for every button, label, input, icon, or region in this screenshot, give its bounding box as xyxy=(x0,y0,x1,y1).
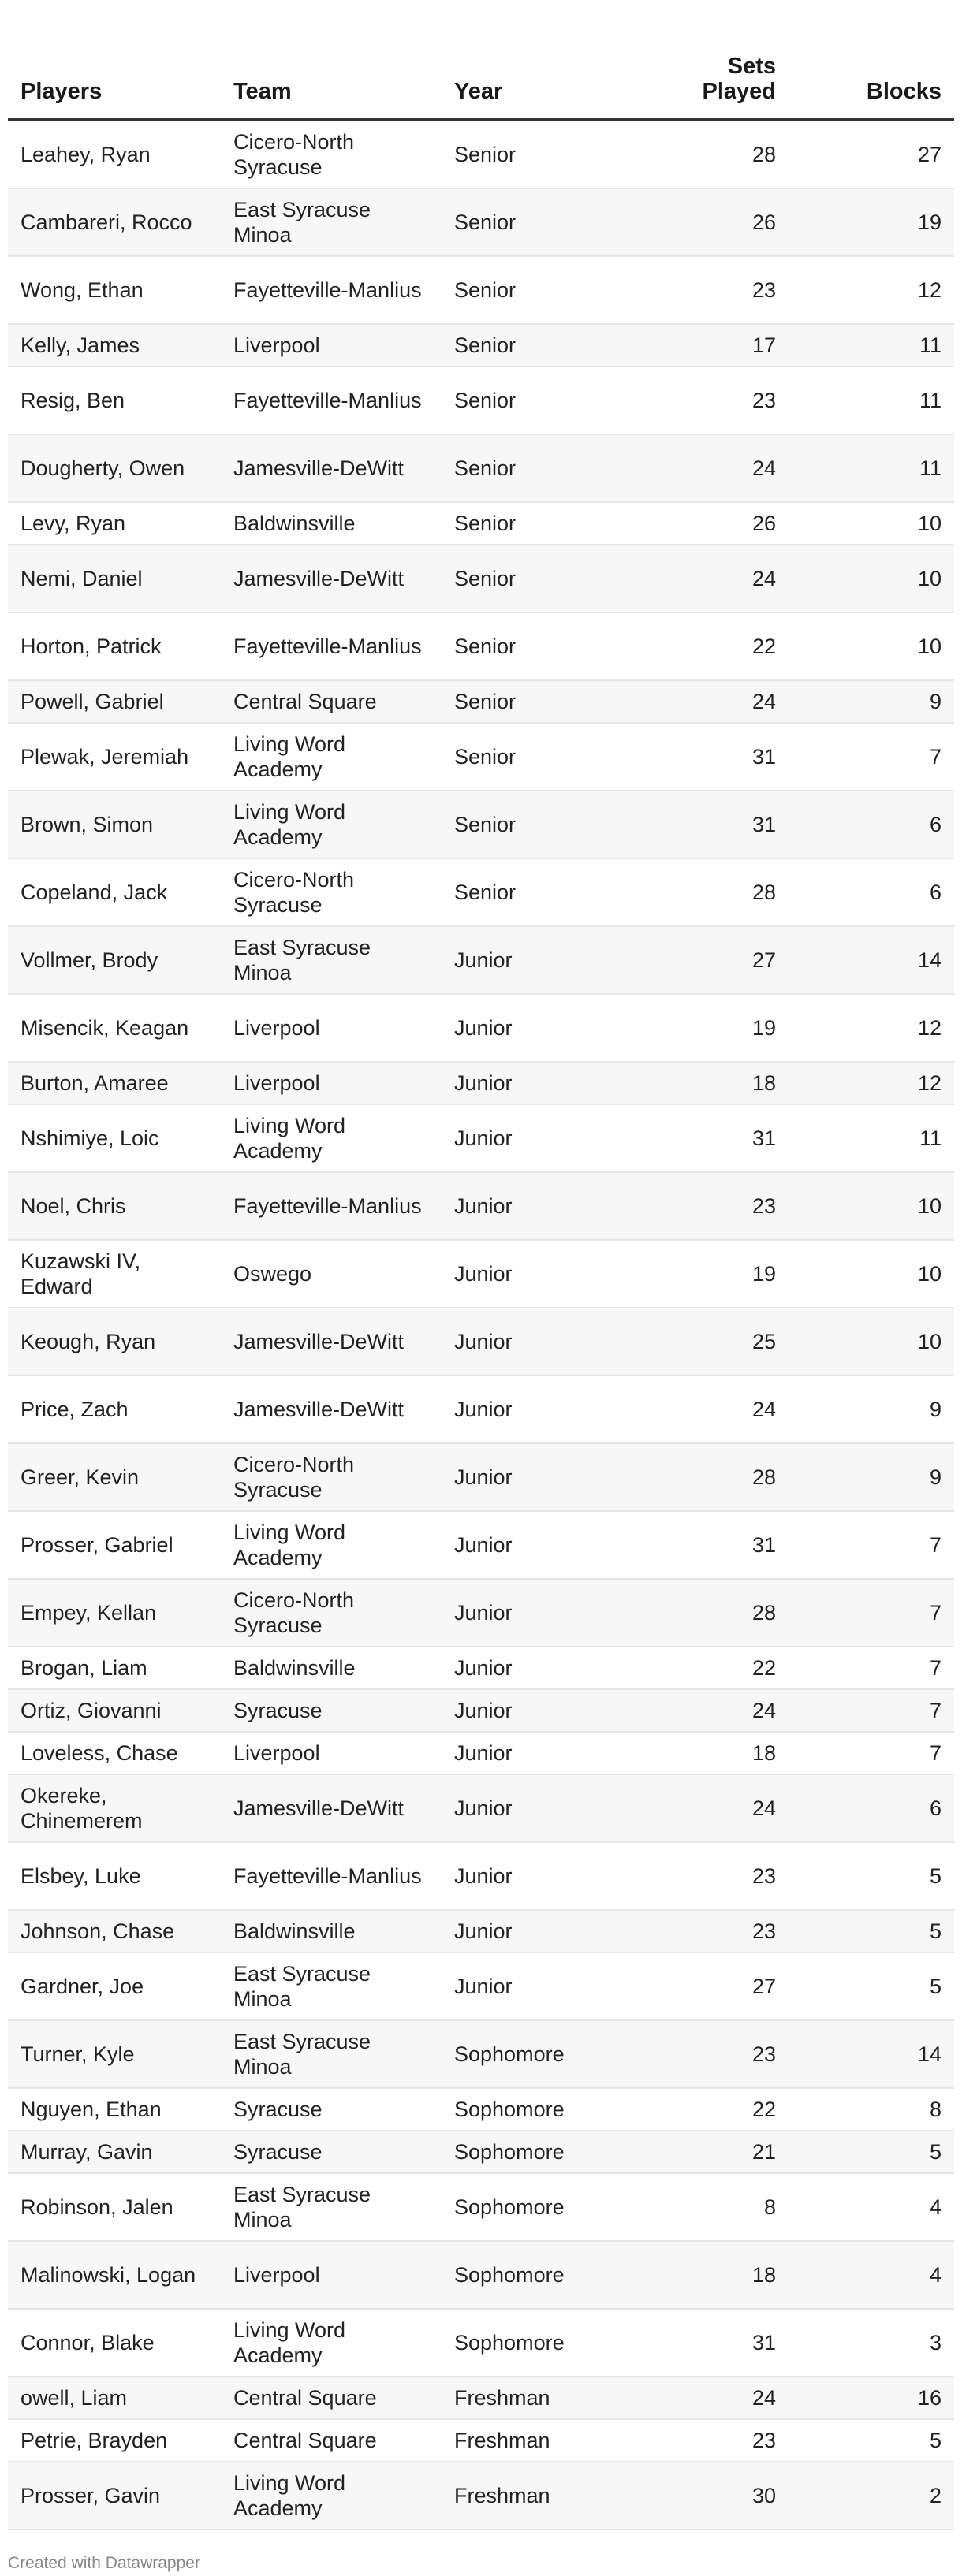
cell-blocks: 9 xyxy=(789,680,954,723)
cell-sets-played: 23 xyxy=(615,367,789,434)
cell-player: Connor, Blake xyxy=(8,2309,221,2377)
cell-blocks: 7 xyxy=(789,1732,954,1774)
cell-team: Syracuse xyxy=(221,1689,442,1732)
cell-year: Sophomore xyxy=(442,2131,615,2173)
cell-sets-played: 23 xyxy=(615,2020,789,2088)
cell-player: Brogan, Liam xyxy=(8,1647,221,1689)
cell-player: Gardner, Joe xyxy=(8,1952,221,2020)
cell-year: Junior xyxy=(442,1511,615,1579)
cell-player: Kuzawski IV, Edward xyxy=(8,1240,221,1308)
cell-blocks: 7 xyxy=(789,723,954,791)
cell-blocks: 11 xyxy=(789,367,954,434)
table-row xyxy=(8,2462,954,2529)
cell-year: Senior xyxy=(442,434,615,502)
cell-blocks: 4 xyxy=(789,2241,954,2309)
cell-team: Cicero-North Syracuse xyxy=(221,858,442,926)
cell-team: Baldwinsville xyxy=(221,1910,442,1952)
cell-sets-played: 28 xyxy=(615,1579,789,1647)
cell-team: Syracuse xyxy=(221,2131,442,2173)
cell-blocks: 7 xyxy=(789,1579,954,1647)
cell-sets-played: 24 xyxy=(615,434,789,502)
cell-blocks: 11 xyxy=(789,434,954,502)
cell-blocks: 9 xyxy=(789,1443,954,1511)
cell-player: Vollmer, Brody xyxy=(8,926,221,994)
cell-blocks: 4 xyxy=(789,2173,954,2241)
sets-played-line2: Played xyxy=(702,79,776,104)
cell-year: Sophomore xyxy=(442,2241,615,2309)
cell-team: Jamesville-DeWitt xyxy=(221,1774,442,1842)
cell-sets-played: 19 xyxy=(615,994,789,1062)
blocks-table xyxy=(8,0,954,2530)
cell-sets-played: 28 xyxy=(615,120,789,188)
cell-team: Jamesville-DeWitt xyxy=(221,1375,442,1443)
cell-year: Freshman xyxy=(442,2377,615,2419)
table-row xyxy=(8,680,954,723)
cell-player: owell, Liam xyxy=(8,2377,221,2419)
cell-team: Living Word Academy xyxy=(221,2309,442,2377)
cell-year: Senior xyxy=(442,858,615,926)
table-row xyxy=(8,2088,954,2131)
cell-blocks: 5 xyxy=(789,1910,954,1952)
table-row xyxy=(8,1104,954,1172)
cell-blocks: 12 xyxy=(789,256,954,324)
cell-player: Johnson, Chase xyxy=(8,1910,221,1952)
cell-blocks: 12 xyxy=(789,1062,954,1104)
cell-player: Nshimiye, Loic xyxy=(8,1104,221,1172)
cell-team: Living Word Academy xyxy=(221,1104,442,1172)
cell-player: Nguyen, Ethan xyxy=(8,2088,221,2131)
cell-team: Jamesville-DeWitt xyxy=(221,545,442,612)
cell-blocks: 10 xyxy=(789,1172,954,1240)
cell-year: Senior xyxy=(442,545,615,612)
column-header-year[interactable]: Year xyxy=(442,0,615,120)
cell-blocks: 2 xyxy=(789,2462,954,2529)
cell-sets-played: 19 xyxy=(615,1240,789,1308)
sets-played-label xyxy=(703,54,777,104)
cell-blocks: 10 xyxy=(789,612,954,680)
cell-sets-played: 26 xyxy=(615,188,789,256)
cell-player: Ortiz, Giovanni xyxy=(8,1689,221,1732)
table-row xyxy=(8,1842,954,1910)
table-row xyxy=(8,120,954,188)
cell-blocks: 3 xyxy=(789,2309,954,2377)
cell-sets-played: 27 xyxy=(615,1952,789,2020)
table-row xyxy=(8,1511,954,1579)
cell-year: Junior xyxy=(442,1842,615,1910)
cell-sets-played: 28 xyxy=(615,1443,789,1511)
column-header-players[interactable]: Players xyxy=(8,0,221,120)
table-row xyxy=(8,612,954,680)
cell-player: Prosser, Gavin xyxy=(8,2462,221,2529)
cell-team: Living Word Academy xyxy=(221,723,442,791)
cell-team: Central Square xyxy=(221,2377,442,2419)
cell-player: Petrie, Brayden xyxy=(8,2419,221,2462)
table-header xyxy=(8,0,954,120)
cell-year: Senior xyxy=(442,723,615,791)
cell-team: Liverpool xyxy=(221,1732,442,1774)
cell-team: Cicero-North Syracuse xyxy=(221,1443,442,1511)
cell-player: Malinowski, Logan xyxy=(8,2241,221,2309)
cell-blocks: 8 xyxy=(789,2088,954,2131)
table-row xyxy=(8,2131,954,2173)
cell-player: Nemi, Daniel xyxy=(8,545,221,612)
cell-year: Sophomore xyxy=(442,2173,615,2241)
cell-team: East Syracuse Minoa xyxy=(221,2020,442,2088)
cell-sets-played: 23 xyxy=(615,1172,789,1240)
cell-team: Baldwinsville xyxy=(221,1647,442,1689)
table-row xyxy=(8,1732,954,1774)
table-row xyxy=(8,1375,954,1443)
cell-player: Horton, Patrick xyxy=(8,612,221,680)
column-header-blocks[interactable]: Blocks xyxy=(789,0,954,120)
table-row xyxy=(8,723,954,791)
cell-blocks: 11 xyxy=(789,1104,954,1172)
table-row xyxy=(8,1910,954,1952)
cell-player: Copeland, Jack xyxy=(8,858,221,926)
cell-sets-played: 23 xyxy=(615,1842,789,1910)
cell-team: Fayetteville-Manlius xyxy=(221,1172,442,1240)
cell-sets-played: 23 xyxy=(615,2419,789,2462)
cell-year: Freshman xyxy=(442,2419,615,2462)
cell-sets-played: 28 xyxy=(615,858,789,926)
cell-team: Liverpool xyxy=(221,1062,442,1104)
cell-player: Loveless, Chase xyxy=(8,1732,221,1774)
cell-year: Junior xyxy=(442,1375,615,1443)
cell-blocks: 19 xyxy=(789,188,954,256)
cell-blocks: 10 xyxy=(789,1308,954,1375)
table-row xyxy=(8,858,954,926)
cell-year: Senior xyxy=(442,120,615,188)
cell-sets-played: 24 xyxy=(615,680,789,723)
cell-year: Junior xyxy=(442,1732,615,1774)
cell-year: Junior xyxy=(442,1240,615,1308)
cell-sets-played: 23 xyxy=(615,1910,789,1952)
cell-year: Junior xyxy=(442,1647,615,1689)
cell-team: East Syracuse Minoa xyxy=(221,926,442,994)
cell-player: Noel, Chris xyxy=(8,1172,221,1240)
cell-blocks: 5 xyxy=(789,2419,954,2462)
cell-blocks: 6 xyxy=(789,858,954,926)
cell-team: East Syracuse Minoa xyxy=(221,1952,442,2020)
cell-sets-played: 18 xyxy=(615,2241,789,2309)
cell-sets-played: 23 xyxy=(615,256,789,324)
cell-sets-played: 27 xyxy=(615,926,789,994)
cell-blocks: 14 xyxy=(789,926,954,994)
cell-team: Fayetteville-Manlius xyxy=(221,367,442,434)
cell-blocks: 14 xyxy=(789,2020,954,2088)
cell-player: Powell, Gabriel xyxy=(8,680,221,723)
cell-player: Kelly, James xyxy=(8,324,221,367)
cell-player: Okereke, Chinemerem xyxy=(8,1774,221,1842)
cell-year: Junior xyxy=(442,1172,615,1240)
cell-year: Sophomore xyxy=(442,2020,615,2088)
table-row xyxy=(8,324,954,367)
cell-player: Robinson, Jalen xyxy=(8,2173,221,2241)
cell-year: Junior xyxy=(442,1689,615,1732)
cell-team: Living Word Academy xyxy=(221,791,442,858)
cell-sets-played: 24 xyxy=(615,1375,789,1443)
table-row xyxy=(8,434,954,502)
table-row xyxy=(8,2241,954,2309)
cell-sets-played: 24 xyxy=(615,1774,789,1842)
table-row xyxy=(8,1579,954,1647)
cell-year: Junior xyxy=(442,1104,615,1172)
cell-year: Freshman xyxy=(442,2462,615,2529)
cell-year: Junior xyxy=(442,1579,615,1647)
table-row xyxy=(8,1308,954,1375)
table-row xyxy=(8,1172,954,1240)
cell-team: Cicero-North Syracuse xyxy=(221,1579,442,1647)
cell-player: Plewak, Jeremiah xyxy=(8,723,221,791)
cell-team: Fayetteville-Manlius xyxy=(221,256,442,324)
header-row xyxy=(8,0,954,120)
cell-sets-played: 31 xyxy=(615,791,789,858)
table-body xyxy=(8,120,954,2529)
cell-player: Keough, Ryan xyxy=(8,1308,221,1375)
table-row xyxy=(8,2020,954,2088)
cell-player: Cambareri, Rocco xyxy=(8,188,221,256)
cell-sets-played: 24 xyxy=(615,545,789,612)
cell-year: Senior xyxy=(442,324,615,367)
cell-player: Burton, Amaree xyxy=(8,1062,221,1104)
cell-sets-played: 31 xyxy=(615,1104,789,1172)
cell-team: Oswego xyxy=(221,1240,442,1308)
cell-team: Central Square xyxy=(221,2419,442,2462)
sets-played-line1: Sets xyxy=(727,54,776,79)
cell-player: Leahey, Ryan xyxy=(8,120,221,188)
cell-player: Prosser, Gabriel xyxy=(8,1511,221,1579)
cell-sets-played: 22 xyxy=(615,2088,789,2131)
cell-year: Senior xyxy=(442,502,615,545)
table-row xyxy=(8,502,954,545)
cell-team: Living Word Academy xyxy=(221,1511,442,1579)
table-row xyxy=(8,1240,954,1308)
cell-blocks: 7 xyxy=(789,1647,954,1689)
cell-blocks: 16 xyxy=(789,2377,954,2419)
table-row xyxy=(8,367,954,434)
cell-team: Syracuse xyxy=(221,2088,442,2131)
cell-sets-played: 31 xyxy=(615,1511,789,1579)
cell-sets-played: 18 xyxy=(615,1062,789,1104)
cell-blocks: 6 xyxy=(789,1774,954,1842)
cell-sets-played: 26 xyxy=(615,502,789,545)
cell-team: Jamesville-DeWitt xyxy=(221,1308,442,1375)
table-row xyxy=(8,2377,954,2419)
cell-sets-played: 17 xyxy=(615,324,789,367)
table-row xyxy=(8,2173,954,2241)
cell-year: Junior xyxy=(442,1910,615,1952)
cell-blocks: 7 xyxy=(789,1511,954,1579)
cell-year: Senior xyxy=(442,367,615,434)
cell-year: Senior xyxy=(442,188,615,256)
table-row xyxy=(8,188,954,256)
cell-sets-played: 30 xyxy=(615,2462,789,2529)
cell-player: Brown, Simon xyxy=(8,791,221,858)
cell-team: Jamesville-DeWitt xyxy=(221,434,442,502)
table-row xyxy=(8,1062,954,1104)
cell-year: Junior xyxy=(442,1308,615,1375)
cell-sets-played: 31 xyxy=(615,723,789,791)
cell-blocks: 10 xyxy=(789,545,954,612)
column-header-team[interactable]: Team xyxy=(221,0,442,120)
cell-player: Turner, Kyle xyxy=(8,2020,221,2088)
cell-player: Wong, Ethan xyxy=(8,256,221,324)
cell-team: Fayetteville-Manlius xyxy=(221,612,442,680)
column-header-sets-played[interactable] xyxy=(615,0,789,120)
table-row xyxy=(8,994,954,1062)
cell-sets-played: 24 xyxy=(615,1689,789,1732)
cell-year: Junior xyxy=(442,994,615,1062)
cell-team: Living Word Academy xyxy=(221,2462,442,2529)
table-row xyxy=(8,926,954,994)
cell-team: Liverpool xyxy=(221,2241,442,2309)
table-row xyxy=(8,1647,954,1689)
cell-team: Cicero-North Syracuse xyxy=(221,120,442,188)
cell-player: Empey, Kellan xyxy=(8,1579,221,1647)
cell-blocks: 7 xyxy=(789,1689,954,1732)
cell-blocks: 5 xyxy=(789,2131,954,2173)
cell-player: Greer, Kevin xyxy=(8,1443,221,1511)
table-row xyxy=(8,791,954,858)
cell-year: Junior xyxy=(442,1443,615,1511)
cell-year: Sophomore xyxy=(442,2088,615,2131)
cell-team: East Syracuse Minoa xyxy=(221,188,442,256)
cell-year: Sophomore xyxy=(442,2309,615,2377)
cell-year: Senior xyxy=(442,680,615,723)
cell-team: Liverpool xyxy=(221,324,442,367)
cell-team: Baldwinsville xyxy=(221,502,442,545)
cell-year: Junior xyxy=(442,1774,615,1842)
cell-sets-played: 8 xyxy=(615,2173,789,2241)
table-row xyxy=(8,545,954,612)
cell-blocks: 5 xyxy=(789,1842,954,1910)
cell-blocks: 6 xyxy=(789,791,954,858)
cell-year: Senior xyxy=(442,791,615,858)
cell-year: Junior xyxy=(442,926,615,994)
cell-blocks: 27 xyxy=(789,120,954,188)
cell-sets-played: 25 xyxy=(615,1308,789,1375)
table-container xyxy=(8,0,954,2530)
cell-team: Liverpool xyxy=(221,994,442,1062)
cell-year: Junior xyxy=(442,1062,615,1104)
cell-year: Junior xyxy=(442,1952,615,2020)
cell-sets-played: 22 xyxy=(615,1647,789,1689)
cell-player: Murray, Gavin xyxy=(8,2131,221,2173)
table-row xyxy=(8,2309,954,2377)
cell-player: Elsbey, Luke xyxy=(8,1842,221,1910)
cell-sets-played: 22 xyxy=(615,612,789,680)
cell-blocks: 9 xyxy=(789,1375,954,1443)
cell-sets-played: 24 xyxy=(615,2377,789,2419)
cell-team: Fayetteville-Manlius xyxy=(221,1842,442,1910)
cell-blocks: 11 xyxy=(789,324,954,367)
cell-team: Central Square xyxy=(221,680,442,723)
cell-blocks: 5 xyxy=(789,1952,954,2020)
table-row xyxy=(8,1689,954,1732)
cell-blocks: 10 xyxy=(789,1240,954,1308)
cell-sets-played: 18 xyxy=(615,1732,789,1774)
table-row xyxy=(8,1952,954,2020)
cell-player: Resig, Ben xyxy=(8,367,221,434)
cell-sets-played: 31 xyxy=(615,2309,789,2377)
cell-blocks: 10 xyxy=(789,502,954,545)
table-row xyxy=(8,256,954,324)
cell-year: Senior xyxy=(442,256,615,324)
cell-sets-played: 21 xyxy=(615,2131,789,2173)
cell-player: Price, Zach xyxy=(8,1375,221,1443)
cell-player: Dougherty, Owen xyxy=(8,434,221,502)
table-row xyxy=(8,1774,954,1842)
cell-player: Misencik, Keagan xyxy=(8,994,221,1062)
cell-team: East Syracuse Minoa xyxy=(221,2173,442,2241)
datawrapper-credit[interactable]: Created with Datawrapper xyxy=(8,2554,200,2572)
cell-player: Levy, Ryan xyxy=(8,502,221,545)
cell-year: Senior xyxy=(442,612,615,680)
cell-blocks: 12 xyxy=(789,994,954,1062)
table-row xyxy=(8,2419,954,2462)
table-row xyxy=(8,1443,954,1511)
